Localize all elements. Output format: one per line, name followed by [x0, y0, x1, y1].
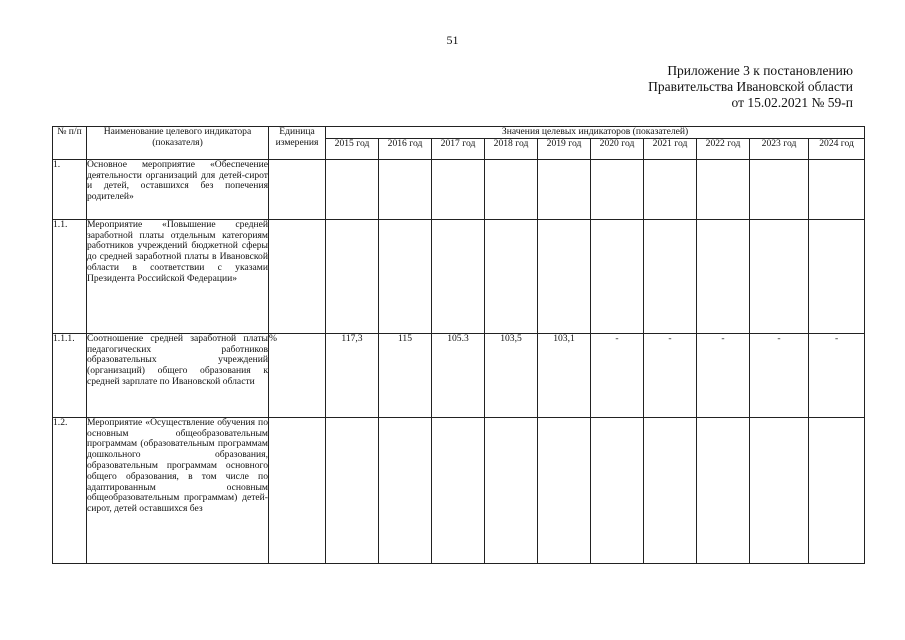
table-row — [53, 333, 865, 417]
value-cell: 117,3 — [326, 333, 379, 417]
header-unit: Единица измерения — [269, 127, 326, 160]
table-row — [53, 417, 865, 563]
row-num: 1.2. — [53, 417, 87, 563]
page-number: 51 — [446, 33, 459, 47]
value-cell — [697, 219, 750, 333]
table-row — [53, 219, 865, 333]
value-cell: 105.3 — [432, 333, 485, 417]
value-cell: - — [750, 333, 809, 417]
value-cell — [538, 417, 591, 563]
value-cell — [644, 159, 697, 219]
row-num: 1. — [53, 159, 87, 219]
value-cell — [485, 159, 538, 219]
indicators-table — [52, 126, 865, 564]
value-cell: - — [644, 333, 697, 417]
value-cell — [591, 159, 644, 219]
appendix-header — [648, 63, 853, 111]
value-cell — [809, 159, 865, 219]
value-cell — [485, 219, 538, 333]
value-cell — [591, 417, 644, 563]
row-name: Мероприятие «Осуществление обучения по основным общеобразовательным программам (образовательным программам дошкольного образования, образовательным программам основного общего образования, в том числе по адаптированным основным общеобразовательным программам) детей-сирот, детей оставшихся без — [87, 417, 269, 563]
value-cell — [326, 417, 379, 563]
value-cell — [485, 417, 538, 563]
year-header: 2016 год — [379, 138, 432, 159]
value-cell — [809, 219, 865, 333]
row-num: 1.1. — [53, 219, 87, 333]
value-cell — [379, 159, 432, 219]
row-unit — [269, 159, 326, 219]
value-cell — [432, 219, 485, 333]
value-cell: 103,1 — [538, 333, 591, 417]
value-cell — [326, 159, 379, 219]
value-cell — [750, 417, 809, 563]
header-name: Наименование целевого индикатора (показателя) — [87, 127, 269, 160]
value-cell: - — [809, 333, 865, 417]
value-cell: - — [591, 333, 644, 417]
row-unit: % — [269, 333, 326, 417]
row-unit — [269, 417, 326, 563]
year-header: 2023 год — [750, 138, 809, 159]
value-cell — [379, 219, 432, 333]
value-cell — [591, 219, 644, 333]
value-cell: - — [697, 333, 750, 417]
header-num: № п/п — [53, 127, 87, 160]
row-unit — [269, 219, 326, 333]
value-cell — [538, 219, 591, 333]
row-name: Основное мероприятие «Обеспечение деятельности организаций для детей-сирот и детей, оставшихся без попечения родителей» — [87, 159, 269, 219]
value-cell — [644, 417, 697, 563]
year-header: 2018 год — [485, 138, 538, 159]
value-cell — [432, 417, 485, 563]
year-header: 2020 год — [591, 138, 644, 159]
value-cell — [809, 417, 865, 563]
appendix-line-2: Правительства Ивановской области — [648, 79, 853, 94]
appendix-line-1: Приложение 3 к постановлению — [667, 63, 853, 78]
table-row — [53, 159, 865, 219]
row-name: Соотношение средней заработной платы педагогических работников образовательных учреждений (организаций) общего образования к средней зарплате по Ивановской области — [87, 333, 269, 417]
year-header: 2017 год — [432, 138, 485, 159]
value-cell: 103,5 — [485, 333, 538, 417]
header-row — [53, 127, 865, 139]
value-cell — [538, 159, 591, 219]
value-cell — [697, 159, 750, 219]
value-cell — [326, 219, 379, 333]
value-cell: 115 — [379, 333, 432, 417]
year-header: 2015 год — [326, 138, 379, 159]
value-cell — [432, 159, 485, 219]
row-num: 1.1.1. — [53, 333, 87, 417]
value-cell — [379, 417, 432, 563]
year-header: 2022 год — [697, 138, 750, 159]
value-cell — [750, 159, 809, 219]
value-cell — [750, 219, 809, 333]
row-name: Мероприятие «Повышение средней заработной платы отдельным категориям работников учреждений бюджетной сферы до средней заработной платы в Ивановской области в соответствии с указами Президента Российской Федерации» — [87, 219, 269, 333]
year-header: 2021 год — [644, 138, 697, 159]
value-cell — [644, 219, 697, 333]
value-cell — [697, 417, 750, 563]
year-header: 2019 год — [538, 138, 591, 159]
appendix-line-3: от 15.02.2021 № 59-п — [731, 95, 853, 110]
header-values-group: Значения целевых индикаторов (показателей) — [326, 127, 865, 139]
year-header: 2024 год — [809, 138, 865, 159]
